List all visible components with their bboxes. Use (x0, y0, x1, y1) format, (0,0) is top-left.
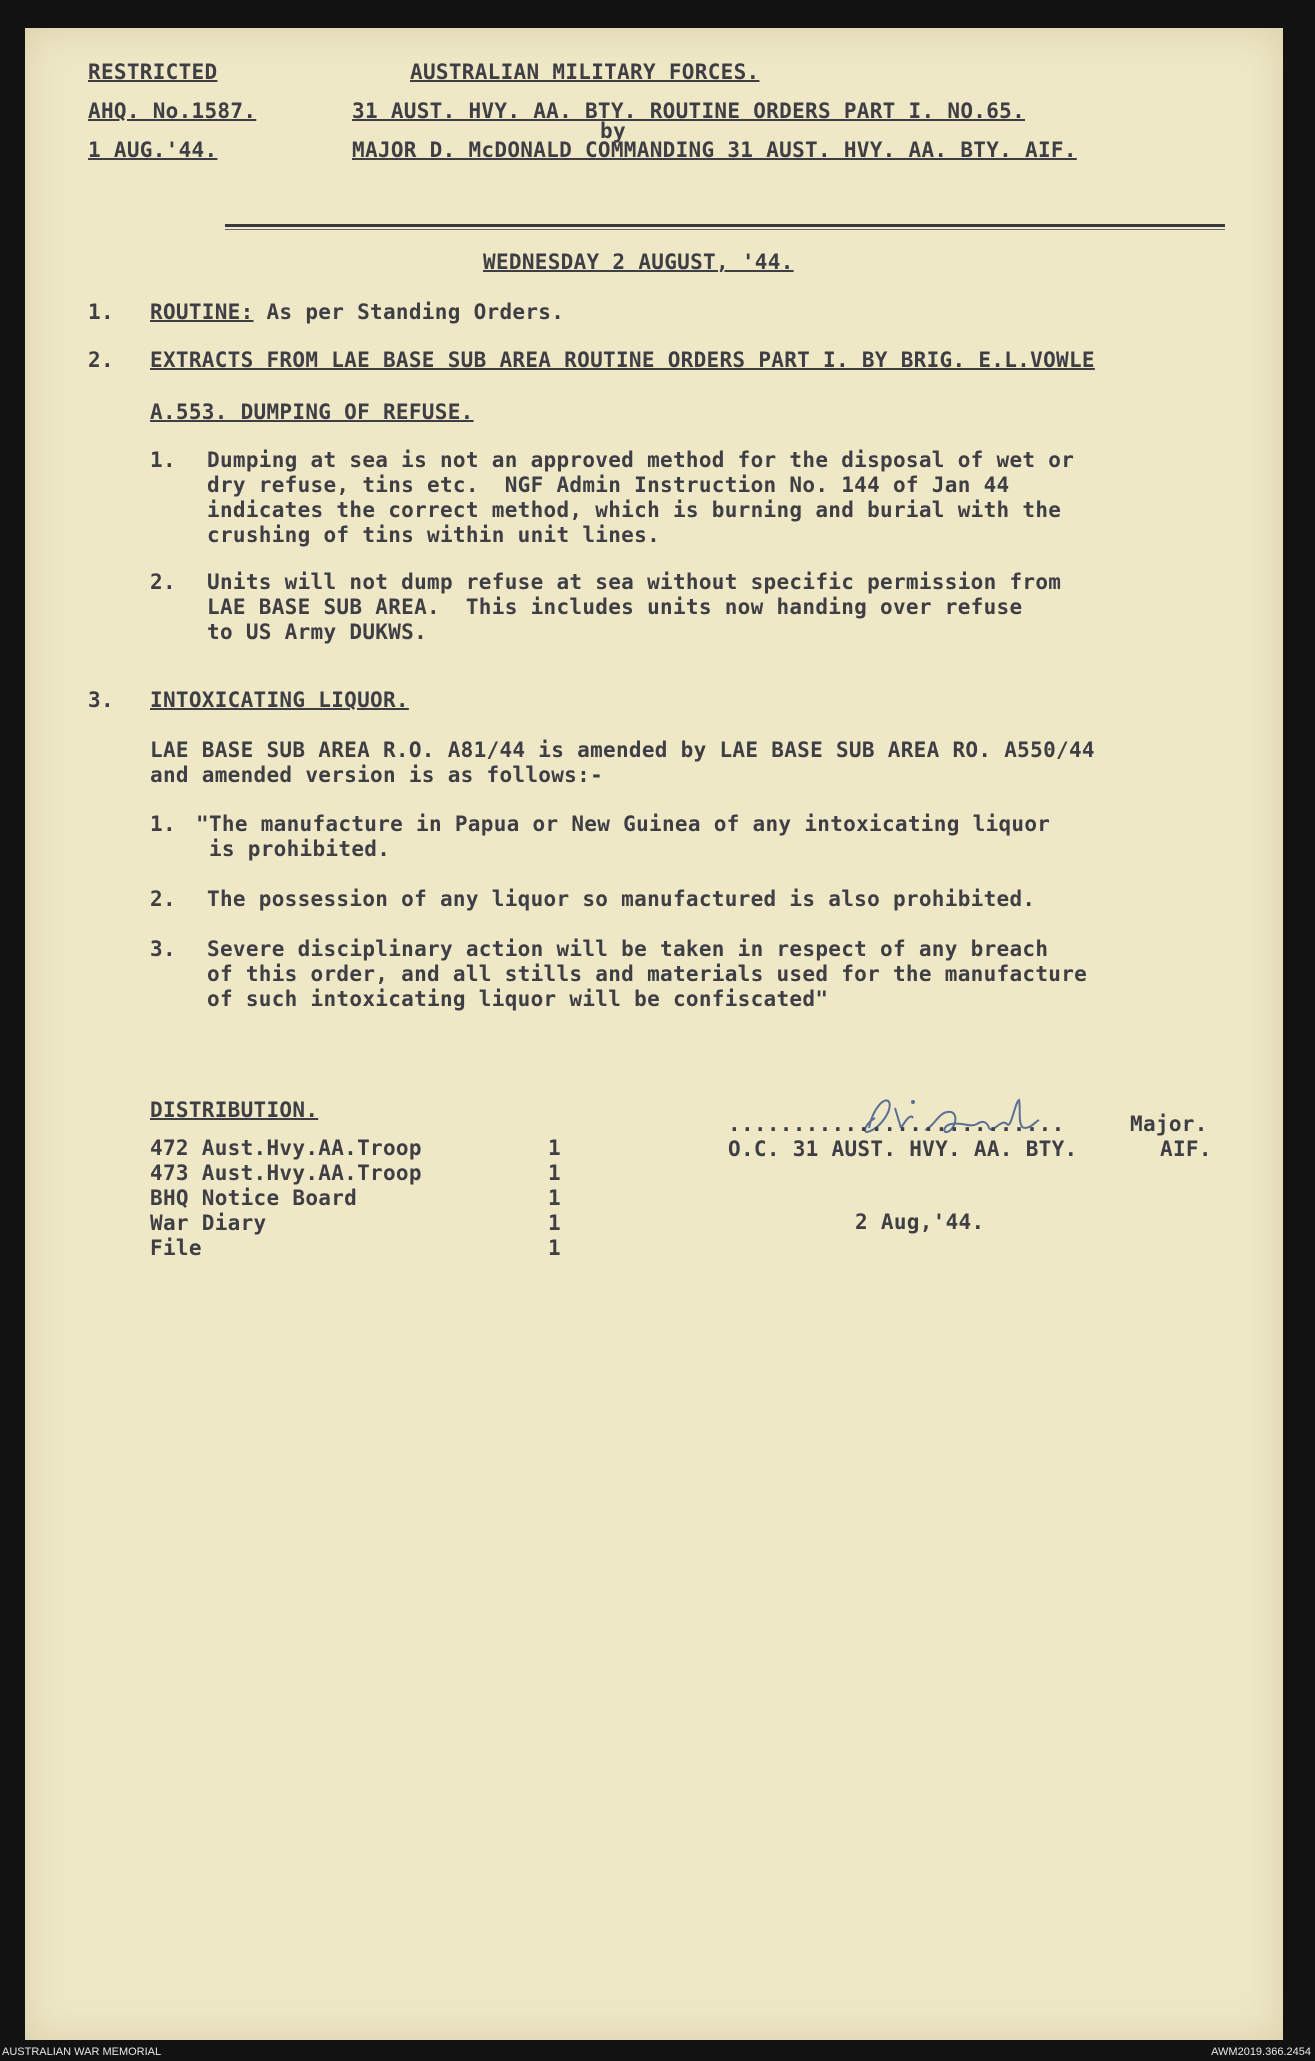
item-3-intro-line-2: and amended version is as follows:- (150, 763, 604, 787)
item-2-para-2-number: 2. (150, 570, 176, 594)
signature-unit: O.C. 31 AUST. HVY. AA. BTY. (728, 1137, 1078, 1161)
item-1-text: As per Standing Orders. (253, 300, 565, 324)
item-1 (150, 300, 564, 325)
distribution-row-name: 472 Aust.Hvy.AA.Troop (150, 1136, 422, 1160)
distribution-heading: DISTRIBUTION. (150, 1098, 319, 1122)
item-3-para-1-number: 1. (150, 812, 176, 836)
signature-rank: Major. (1130, 1112, 1208, 1136)
item-2-para-1-line-2: dry refuse, tins etc. NGF Admin Instruction No. 144 of Jan 44 (207, 473, 1010, 497)
document-page (25, 28, 1283, 2040)
distribution-row-qty: 1 (548, 1211, 561, 1235)
distribution-row-name: War Diary (150, 1211, 267, 1235)
signature-force: AIF. (1160, 1137, 1212, 1161)
distribution-row-qty: 1 (548, 1236, 561, 1260)
distribution-row-qty: 1 (548, 1161, 561, 1185)
by-label: by (600, 119, 626, 143)
item-2-heading: EXTRACTS FROM LAE BASE SUB AREA ROUTINE ORDERS PART I. BY BRIG. E.L.VOWLE (150, 348, 1095, 372)
item-1-number: 1. (88, 300, 114, 324)
item-2-para-2-line-3: to US Army DUKWS. (207, 620, 428, 644)
header-rule-thin (225, 229, 1225, 230)
item-3-para-2-number: 2. (150, 887, 176, 911)
distribution-row-name: File (150, 1236, 202, 1260)
item-2-para-1-number: 1. (150, 448, 176, 472)
item-2-number: 2. (88, 348, 114, 372)
item-2-para-1-line-4: crushing of tins within unit lines. (207, 523, 661, 547)
item-3-para-1-line-2: is prohibited. (196, 837, 391, 861)
item-1-heading: ROUTINE: (150, 300, 254, 324)
item-3-para-3-line-3: of such intoxicating liquor will be confiscated" (207, 987, 829, 1011)
item-3-para-2-line-1: The possession of any liquor so manufactured is also prohibited. (207, 887, 1036, 911)
distribution-row-name: BHQ Notice Board (150, 1186, 358, 1210)
reference-number: AHQ. No.1587. (88, 99, 257, 123)
distribution-row-qty: 1 (548, 1186, 561, 1210)
footer-right: AWM2019.366.2454 (1211, 2046, 1311, 2058)
org-title: AUSTRALIAN MILITARY FORCES. (410, 60, 760, 84)
item-2-subheading: A.553. DUMPING OF REFUSE. (150, 400, 474, 424)
item-3-para-1-line-1: "The manufacture in Papua or New Guinea of any intoxicating liquor (196, 812, 1051, 836)
item-3-heading: INTOXICATING LIQUOR. (150, 688, 409, 712)
header-date: 1 AUG.'44. (88, 138, 218, 162)
orders-title: 31 AUST. HVY. AA. BTY. ROUTINE ORDERS PART I. NO.65. (352, 99, 1026, 123)
commander-line: MAJOR D. McDONALD COMMANDING 31 AUST. HVY. AA. BTY. AIF. (352, 138, 1077, 162)
item-2-para-1-line-3: indicates the correct method, which is burning and burial with the (207, 498, 1062, 522)
item-3-intro-line-1: LAE BASE SUB AREA R.O. A81/44 is amended by LAE BASE SUB AREA RO. A550/44 (150, 738, 1095, 762)
distribution-row-name: 473 Aust.Hvy.AA.Troop (150, 1161, 422, 1185)
restricted-label: RESTRICTED (88, 60, 218, 84)
item-3-para-3-line-1: Severe disciplinary action will be taken in respect of any breach (207, 937, 1049, 961)
header-rule (225, 224, 1225, 227)
signature-dots: .......................... (728, 1112, 1065, 1136)
day-heading: WEDNESDAY 2 AUGUST, '44. (483, 250, 794, 274)
signature-date: 2 Aug,'44. (855, 1210, 985, 1234)
distribution-row-qty: 1 (548, 1136, 561, 1160)
item-3-para-3-line-2: of this order, and all stills and materials used for the manufacture (207, 962, 1088, 986)
item-3-number: 3. (88, 688, 114, 712)
item-2-para-1-line-1: Dumping at sea is not an approved method for the disposal of wet or (207, 448, 1075, 472)
item-2-para-2-line-2: LAE BASE SUB AREA. This includes units now handing over refuse (207, 595, 1023, 619)
item-2-para-2-line-1: Units will not dump refuse at sea without specific permission from (207, 570, 1062, 594)
footer-left: AUSTRALIAN WAR MEMORIAL (2, 2046, 162, 2058)
item-3-para-3-number: 3. (150, 937, 176, 961)
